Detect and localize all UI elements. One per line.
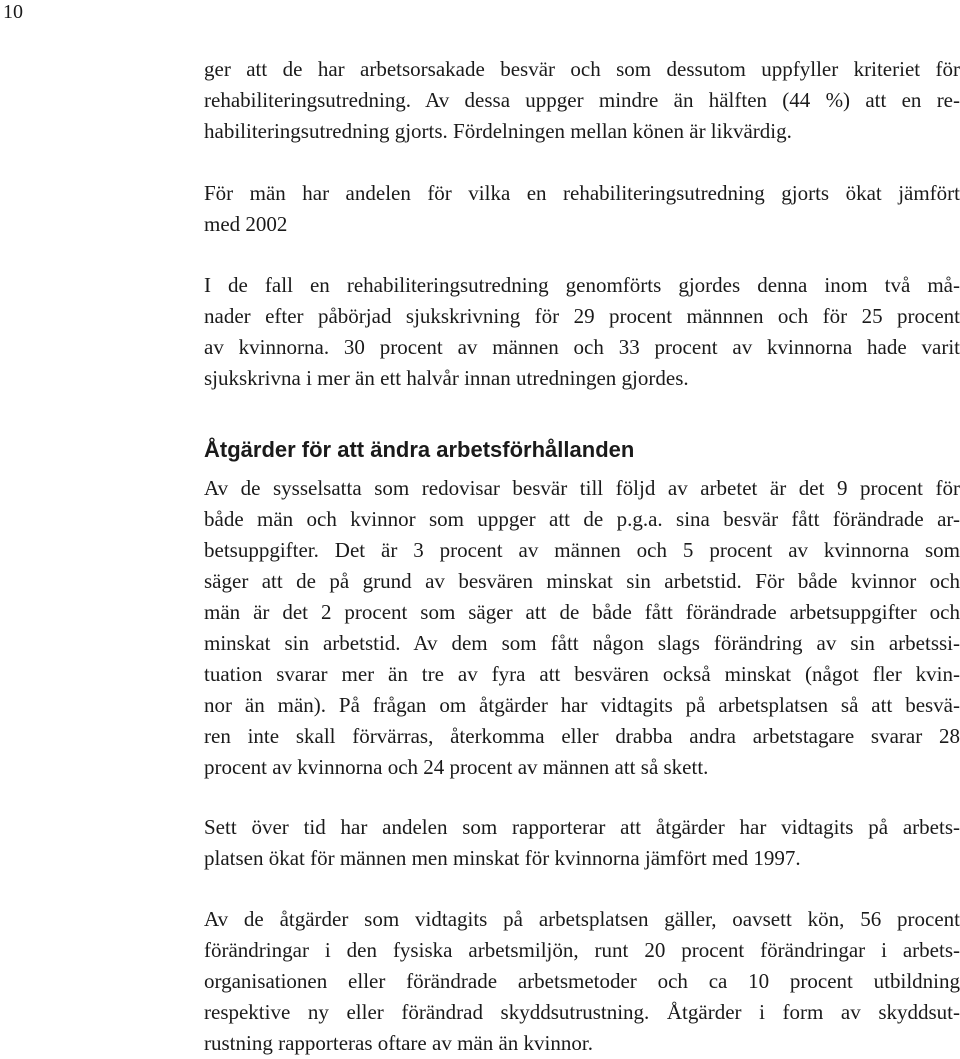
text-line: platsen ökat för männen men minskat för kvinnorna jämfört med 1997.: [204, 846, 801, 870]
text-line: betsuppgifter. Det är 3 procent av männen och 5 procent av kvinnorna som: [204, 538, 960, 562]
text-line: För män har andelen för vilka en rehabiliteringsutredning gjorts ökat jämfört: [204, 181, 960, 205]
text-line: ren inte skall förvärras, återkomma eller drabba andra arbetstagare svarar 28: [204, 724, 960, 748]
text-line: organisationen eller förändrade arbetsmetoder och ca 10 procent utbildning: [204, 969, 960, 993]
paragraph-over-time: [204, 812, 960, 874]
text-line: säger att de på grund av besvären minskat sin arbetstid. För både kvinnor och: [204, 569, 960, 593]
text-line: både män och kvinnor som uppger att de p.g.a. sina besvär fått förändrade ar-: [204, 507, 960, 531]
paragraph-men-increase: [204, 178, 960, 240]
text-line: habiliteringsutredning gjorts. Fördelningen mellan könen är likvärdig.: [204, 119, 792, 143]
text-line: rehabiliteringsutredning. Av dessa uppger mindre än hälften (44 %) att en re-: [204, 88, 960, 112]
section-heading: Åtgärder för att ändra arbetsförhållanden: [204, 437, 635, 462]
text-line: tuation svarar mer än tre av fyra att besvären också minskat (något fler kvin-: [204, 662, 960, 686]
text-line: med 2002: [204, 212, 288, 236]
text-line: rustning rapporteras oftare av män än kvinnor.: [204, 1031, 593, 1055]
text-line: av kvinnorna. 30 procent av männen och 33 procent av kvinnorna hade varit: [204, 335, 960, 359]
paragraph-timing: [204, 270, 960, 394]
text-line: I de fall en rehabiliteringsutredning genomförts gjordes denna inom två må-: [204, 273, 960, 297]
page-number: 10: [3, 1, 23, 23]
text-line: nader efter påbörjad sjukskrivning för 29 procent männnen och för 25 procent: [204, 304, 960, 328]
text-line: sjukskrivna i mer än ett halvår innan utredningen gjordes.: [204, 366, 689, 390]
text-line: män är det 2 procent som säger att de både fått förändrade arbetsuppgifter och: [204, 600, 960, 624]
text-line: ger att de har arbetsorsakade besvär och som dessutom uppfyller kriteriet för: [204, 57, 960, 81]
text-line: procent av kvinnorna och 24 procent av männen att så skett.: [204, 755, 709, 779]
paragraph-rehab-criteria: [204, 54, 960, 147]
text-line: förändringar i den fysiska arbetsmiljön, runt 20 procent förändringar i arbets-: [204, 938, 960, 962]
text-line: nor än män). På frågan om åtgärder har vidtagits på arbetsplatsen så att besvä-: [204, 693, 960, 717]
paragraph-measures: [204, 473, 960, 783]
text-line: Av de sysselsatta som redovisar besvär till följd av arbetet är det 9 procent för: [204, 476, 960, 500]
paragraph-measure-types: [204, 904, 960, 1059]
text-line: minskat sin arbetstid. Av dem som fått någon slags förändring av sin arbetssi-: [204, 631, 960, 655]
text-line: Sett över tid har andelen som rapporterar att åtgärder har vidtagits på arbets-: [204, 815, 960, 839]
text-line: respektive ny eller förändrad skyddsutrustning. Åtgärder i form av skyddsut-: [204, 1000, 960, 1024]
text-line: Av de åtgärder som vidtagits på arbetsplatsen gäller, oavsett kön, 56 procent: [204, 907, 960, 931]
